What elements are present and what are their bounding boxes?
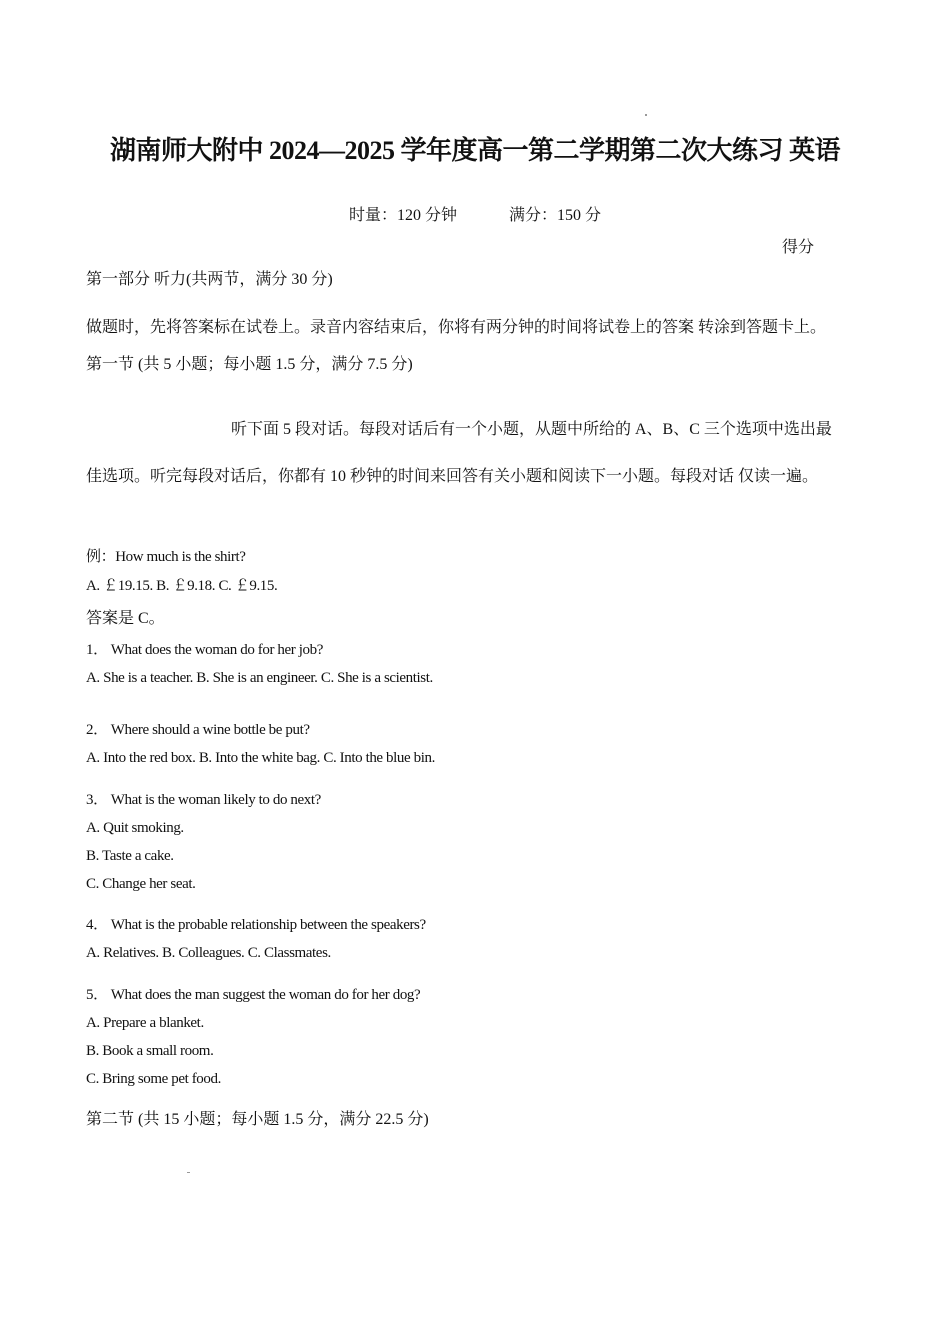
question-3-option-c: C. Change her seat. <box>86 876 196 892</box>
question-5: 5． What does the man suggest the woman do for her dog? <box>86 987 421 1003</box>
speck-mark <box>645 114 647 116</box>
question-1-options: A. She is a teacher. B. She is an engineer. C. She is a scientist. <box>86 670 433 686</box>
part1-heading: 第一部分 听力(共两节，满分 30 分) <box>86 271 333 288</box>
exam-meta <box>0 202 950 225</box>
question-5-option-a: A. Prepare a blanket. <box>86 1015 204 1031</box>
exam-title: 湖南师大附中 2024—2025 学年度高一第二学期第二次大练习 英语 <box>109 136 840 165</box>
example-answer: 答案是 C。 <box>86 610 165 627</box>
score-label: 得分 <box>782 239 815 256</box>
section2-heading: 第二节 (共 15 小题；每小题 1.5 分，满分 22.5 分) <box>86 1111 429 1128</box>
speck-mark <box>187 1172 190 1173</box>
question-2-options: A. Into the red box. B. Into the white bag. C. Into the blue bin. <box>86 750 435 766</box>
question-5-option-c: C. Bring some pet food. <box>86 1071 221 1087</box>
directions-line-2: 佳选项。听完每段对话后，你都有 10 秒钟的时间来回答有关小题和阅读下一小题。每段对话 仅读一遍。 <box>86 468 819 485</box>
section1-heading: 第一节 (共 5 小题；每小题 1.5 分，满分 7.5 分) <box>86 356 413 373</box>
example-question: 例：How much is the shirt? <box>86 549 246 565</box>
question-5-option-b: B. Book a small room. <box>86 1043 214 1059</box>
time-limit: 时量：120 分钟 <box>348 207 457 224</box>
directions-line-1: 听下面 5 段对话。每段对话后有一个小题，从题中所给的 A、B、C 三个选项中选出最 <box>231 421 832 438</box>
question-4: 4． What is the probable relationship between the speakers? <box>86 917 426 933</box>
part1-instruction: 做题时，先将答案标在试卷上。录音内容结束后，你将有两分钟的时间将试卷上的答案 转涂到答题卡上。 <box>86 319 827 336</box>
example-options: A. ￡19.15. B. ￡9.18. C. ￡9.15. <box>86 578 278 594</box>
question-1: 1． What does the woman do for her job? <box>86 642 323 658</box>
full-score: 满分：150 分 <box>509 207 602 224</box>
question-3-option-b: B. Taste a cake. <box>86 848 174 864</box>
question-3: 3． What is the woman likely to do next? <box>86 792 321 808</box>
question-3-option-a: A. Quit smoking. <box>86 820 184 836</box>
question-2: 2． Where should a wine bottle be put? <box>86 722 310 738</box>
question-4-options: A. Relatives. B. Colleagues. C. Classmates. <box>86 945 331 961</box>
